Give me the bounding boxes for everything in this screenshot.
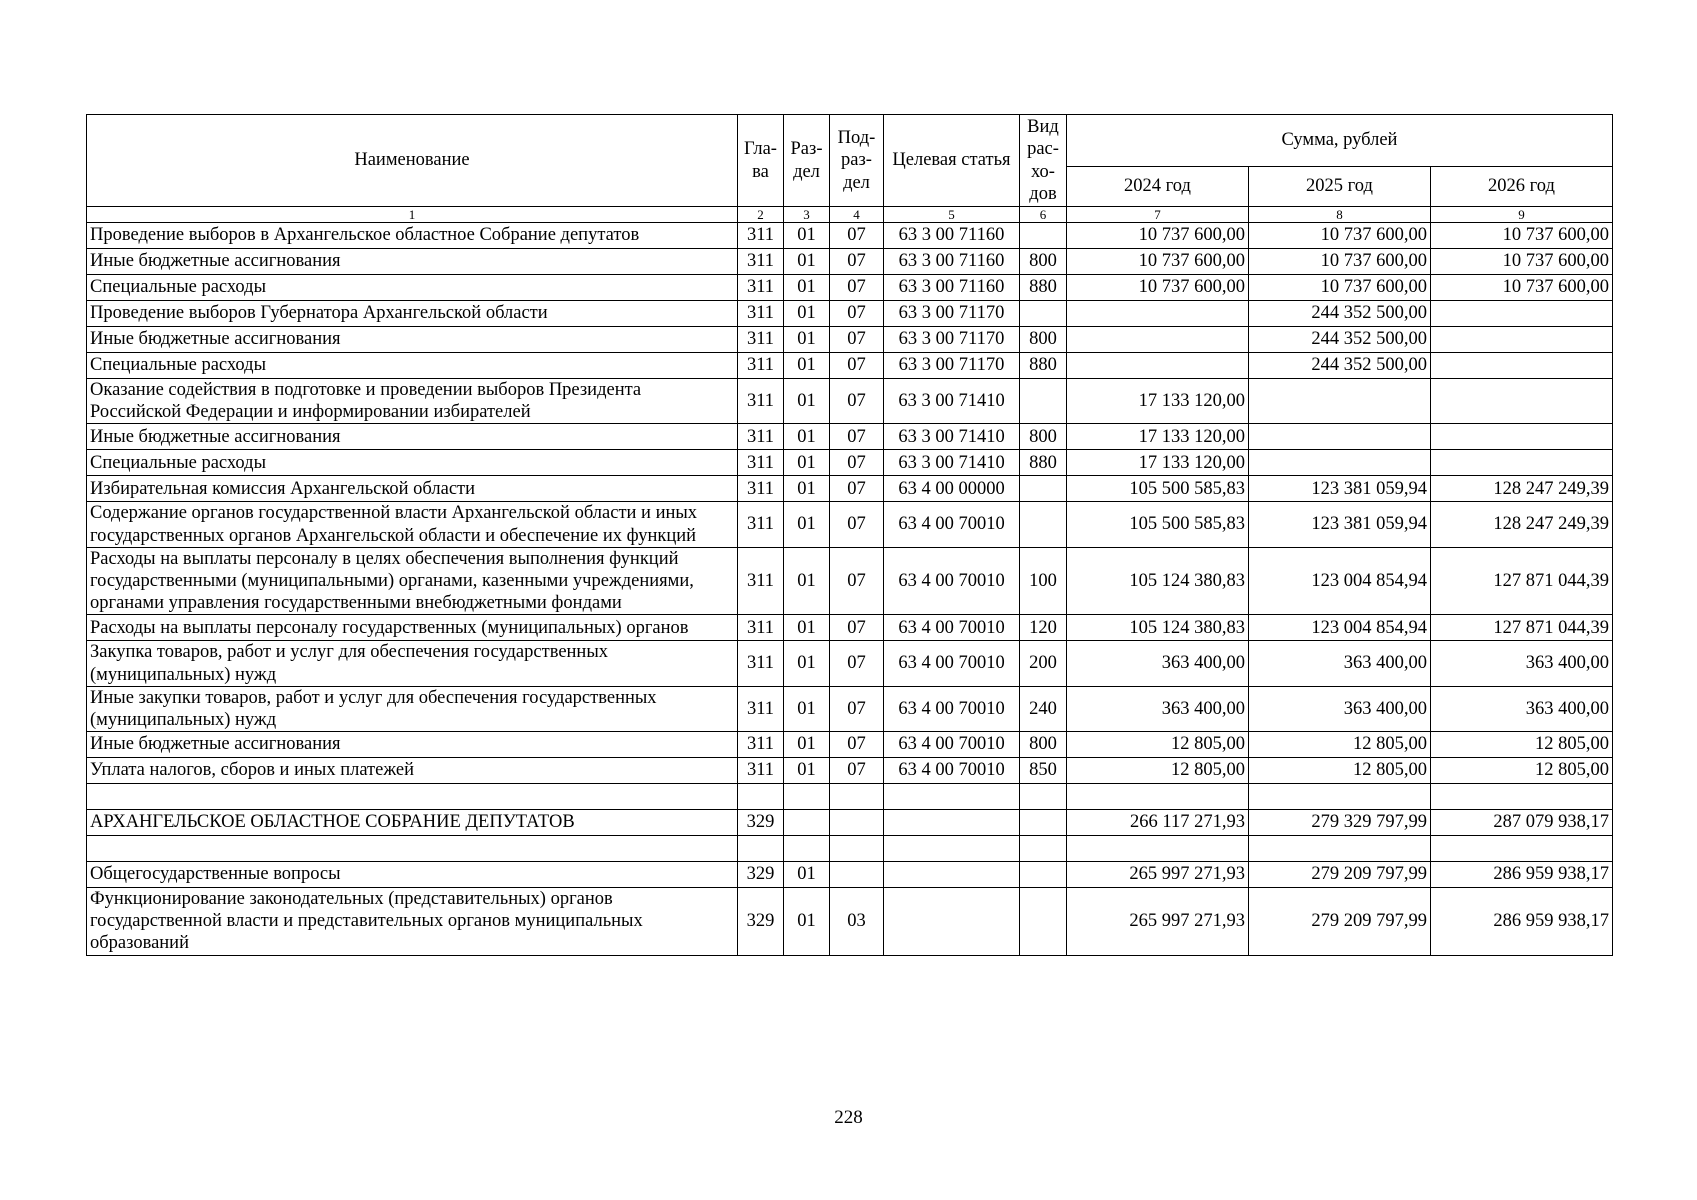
podrazdel-cell: 07 bbox=[830, 758, 884, 784]
header-vid: Вид рас-хо-дов bbox=[1020, 115, 1067, 207]
podrazdel-cell: 07 bbox=[830, 641, 884, 686]
sum-2026-cell bbox=[1431, 424, 1613, 450]
glava-cell: 311 bbox=[738, 641, 784, 686]
table-row bbox=[87, 641, 1613, 686]
target-cell: 63 4 00 70010 bbox=[884, 732, 1020, 758]
header-glava: Гла-ва bbox=[738, 115, 784, 207]
table-row bbox=[87, 784, 1613, 810]
razdel-cell: 01 bbox=[784, 502, 830, 547]
target-cell: 63 3 00 71170 bbox=[884, 353, 1020, 379]
razdel-cell: 01 bbox=[784, 301, 830, 327]
glava-cell: 311 bbox=[738, 301, 784, 327]
sum-2024-cell: 363 400,00 bbox=[1067, 641, 1249, 686]
table-row bbox=[87, 686, 1613, 731]
sum-2024-cell: 12 805,00 bbox=[1067, 758, 1249, 784]
name-cell: Специальные расходы bbox=[87, 275, 738, 301]
sum-2026-cell: 363 400,00 bbox=[1431, 641, 1613, 686]
table-row bbox=[87, 888, 1613, 956]
header-year-2026: 2026 год bbox=[1431, 167, 1613, 207]
header-podrazdel: Под-раз-дел bbox=[830, 115, 884, 207]
name-cell: Иные бюджетные ассигнования bbox=[87, 327, 738, 353]
glava-cell: 311 bbox=[738, 223, 784, 249]
name-cell: Иные бюджетные ассигнования bbox=[87, 424, 738, 450]
vid-cell: 880 bbox=[1020, 275, 1067, 301]
name-cell bbox=[87, 784, 738, 810]
sum-2025-cell bbox=[1249, 836, 1431, 862]
vid-cell bbox=[1020, 502, 1067, 547]
sum-2025-cell: 244 352 500,00 bbox=[1249, 327, 1431, 353]
razdel-cell: 01 bbox=[784, 732, 830, 758]
razdel-cell: 01 bbox=[784, 641, 830, 686]
target-cell: 63 4 00 70010 bbox=[884, 641, 1020, 686]
name-cell: Избирательная комиссия Архангельской области bbox=[87, 476, 738, 502]
razdel-cell: 01 bbox=[784, 615, 830, 641]
header-razdel: Раз-дел bbox=[784, 115, 830, 207]
column-number-cell: 5 bbox=[884, 207, 1020, 223]
sum-2026-cell bbox=[1431, 301, 1613, 327]
page-number: 228 bbox=[834, 1107, 863, 1128]
podrazdel-cell: 07 bbox=[830, 547, 884, 615]
table-row bbox=[87, 502, 1613, 547]
razdel-cell: 01 bbox=[784, 888, 830, 956]
razdel-cell: 01 bbox=[784, 327, 830, 353]
target-cell bbox=[884, 810, 1020, 836]
name-cell: АРХАНГЕЛЬСКОЕ ОБЛАСТНОЕ СОБРАНИЕ ДЕПУТАТОВ bbox=[87, 810, 738, 836]
table-row bbox=[87, 223, 1613, 249]
podrazdel-cell: 07 bbox=[830, 424, 884, 450]
razdel-cell: 01 bbox=[784, 249, 830, 275]
target-cell: 63 4 00 70010 bbox=[884, 615, 1020, 641]
podrazdel-cell: 07 bbox=[830, 686, 884, 731]
razdel-cell: 01 bbox=[784, 223, 830, 249]
glava-cell: 311 bbox=[738, 615, 784, 641]
vid-cell: 850 bbox=[1020, 758, 1067, 784]
table-row bbox=[87, 379, 1613, 424]
sum-2026-cell: 127 871 044,39 bbox=[1431, 547, 1613, 615]
sum-2025-cell: 12 805,00 bbox=[1249, 732, 1431, 758]
column-number-cell: 7 bbox=[1067, 207, 1249, 223]
sum-2024-cell: 10 737 600,00 bbox=[1067, 223, 1249, 249]
column-number-cell: 4 bbox=[830, 207, 884, 223]
sum-2026-cell: 286 959 938,17 bbox=[1431, 888, 1613, 956]
table-row bbox=[87, 424, 1613, 450]
sum-2025-cell: 244 352 500,00 bbox=[1249, 353, 1431, 379]
vid-cell: 800 bbox=[1020, 732, 1067, 758]
target-cell bbox=[884, 836, 1020, 862]
podrazdel-cell: 07 bbox=[830, 450, 884, 476]
podrazdel-cell: 07 bbox=[830, 732, 884, 758]
sum-2025-cell: 12 805,00 bbox=[1249, 758, 1431, 784]
sum-2025-cell: 10 737 600,00 bbox=[1249, 249, 1431, 275]
glava-cell: 329 bbox=[738, 862, 784, 888]
vid-cell bbox=[1020, 888, 1067, 956]
vid-cell: 880 bbox=[1020, 450, 1067, 476]
table-row bbox=[87, 249, 1613, 275]
vid-cell bbox=[1020, 223, 1067, 249]
name-cell: Содержание органов государственной власти Архангельской области и иных государственных органов Архангельской области и обеспечение их функций bbox=[87, 502, 738, 547]
table-body bbox=[87, 223, 1613, 956]
sum-2025-cell bbox=[1249, 424, 1431, 450]
sum-2024-cell bbox=[1067, 784, 1249, 810]
sum-2026-cell bbox=[1431, 327, 1613, 353]
target-cell bbox=[884, 784, 1020, 810]
glava-cell: 311 bbox=[738, 353, 784, 379]
name-cell: Иные бюджетные ассигнования bbox=[87, 732, 738, 758]
vid-cell: 880 bbox=[1020, 353, 1067, 379]
podrazdel-cell: 07 bbox=[830, 502, 884, 547]
sum-2025-cell: 363 400,00 bbox=[1249, 641, 1431, 686]
sum-2025-cell bbox=[1249, 450, 1431, 476]
razdel-cell bbox=[784, 836, 830, 862]
name-cell: Расходы на выплаты персоналу государственных (муниципальных) органов bbox=[87, 615, 738, 641]
target-cell: 63 4 00 70010 bbox=[884, 502, 1020, 547]
sum-2025-cell: 279 329 797,99 bbox=[1249, 810, 1431, 836]
sum-2026-cell: 128 247 249,39 bbox=[1431, 502, 1613, 547]
razdel-cell: 01 bbox=[784, 450, 830, 476]
sum-2024-cell: 363 400,00 bbox=[1067, 686, 1249, 731]
sum-2025-cell: 279 209 797,99 bbox=[1249, 888, 1431, 956]
table-row bbox=[87, 862, 1613, 888]
header-year-2024: 2024 год bbox=[1067, 167, 1249, 207]
podrazdel-cell: 07 bbox=[830, 275, 884, 301]
sum-2025-cell: 279 209 797,99 bbox=[1249, 862, 1431, 888]
sum-2024-cell: 265 997 271,93 bbox=[1067, 862, 1249, 888]
razdel-cell: 01 bbox=[784, 547, 830, 615]
table-row bbox=[87, 615, 1613, 641]
name-cell: Закупка товаров, работ и услуг для обеспечения государственных (муниципальных) нужд bbox=[87, 641, 738, 686]
target-cell: 63 3 00 71410 bbox=[884, 450, 1020, 476]
sum-2026-cell bbox=[1431, 353, 1613, 379]
sum-2025-cell: 123 004 854,94 bbox=[1249, 615, 1431, 641]
razdel-cell bbox=[784, 810, 830, 836]
sum-2026-cell: 128 247 249,39 bbox=[1431, 476, 1613, 502]
glava-cell: 329 bbox=[738, 810, 784, 836]
target-cell: 63 4 00 70010 bbox=[884, 686, 1020, 731]
podrazdel-cell: 07 bbox=[830, 615, 884, 641]
sum-2024-cell: 105 124 380,83 bbox=[1067, 615, 1249, 641]
sum-2024-cell bbox=[1067, 353, 1249, 379]
column-numbers bbox=[87, 207, 1613, 223]
razdel-cell: 01 bbox=[784, 758, 830, 784]
sum-2025-cell: 123 381 059,94 bbox=[1249, 476, 1431, 502]
vid-cell bbox=[1020, 301, 1067, 327]
sum-2024-cell bbox=[1067, 327, 1249, 353]
name-cell: Проведение выборов Губернатора Архангельской области bbox=[87, 301, 738, 327]
target-cell: 63 4 00 70010 bbox=[884, 758, 1020, 784]
target-cell: 63 4 00 70010 bbox=[884, 547, 1020, 615]
table-row bbox=[87, 758, 1613, 784]
razdel-cell: 01 bbox=[784, 686, 830, 731]
target-cell: 63 3 00 71410 bbox=[884, 379, 1020, 424]
glava-cell: 311 bbox=[738, 732, 784, 758]
vid-cell bbox=[1020, 784, 1067, 810]
sum-2026-cell: 10 737 600,00 bbox=[1431, 275, 1613, 301]
sum-2024-cell: 17 133 120,00 bbox=[1067, 424, 1249, 450]
glava-cell: 311 bbox=[738, 379, 784, 424]
sum-2024-cell: 265 997 271,93 bbox=[1067, 888, 1249, 956]
podrazdel-cell: 07 bbox=[830, 353, 884, 379]
podrazdel-cell: 07 bbox=[830, 327, 884, 353]
vid-cell bbox=[1020, 810, 1067, 836]
vid-cell bbox=[1020, 862, 1067, 888]
name-cell: Уплата налогов, сборов и иных платежей bbox=[87, 758, 738, 784]
vid-cell: 120 bbox=[1020, 615, 1067, 641]
vid-cell: 240 bbox=[1020, 686, 1067, 731]
vid-cell: 200 bbox=[1020, 641, 1067, 686]
sum-2025-cell bbox=[1249, 784, 1431, 810]
vid-cell bbox=[1020, 476, 1067, 502]
header-name: Наименование bbox=[87, 115, 738, 207]
glava-cell: 311 bbox=[738, 547, 784, 615]
sum-2024-cell bbox=[1067, 301, 1249, 327]
target-cell: 63 3 00 71170 bbox=[884, 301, 1020, 327]
podrazdel-cell: 07 bbox=[830, 301, 884, 327]
name-cell: Специальные расходы bbox=[87, 353, 738, 379]
sum-2024-cell bbox=[1067, 836, 1249, 862]
sum-2026-cell: 10 737 600,00 bbox=[1431, 223, 1613, 249]
sum-2026-cell bbox=[1431, 784, 1613, 810]
table-row bbox=[87, 476, 1613, 502]
sum-2026-cell: 127 871 044,39 bbox=[1431, 615, 1613, 641]
sum-2024-cell: 105 500 585,83 bbox=[1067, 476, 1249, 502]
target-cell: 63 3 00 71170 bbox=[884, 327, 1020, 353]
razdel-cell: 01 bbox=[784, 424, 830, 450]
glava-cell: 311 bbox=[738, 758, 784, 784]
sum-2025-cell: 10 737 600,00 bbox=[1249, 223, 1431, 249]
table-row bbox=[87, 275, 1613, 301]
header-target: Целевая статья bbox=[884, 115, 1020, 207]
target-cell: 63 4 00 00000 bbox=[884, 476, 1020, 502]
sum-2024-cell: 105 124 380,83 bbox=[1067, 547, 1249, 615]
column-number-cell: 8 bbox=[1249, 207, 1431, 223]
name-cell: Расходы на выплаты персоналу в целях обеспечения выполнения функций государственными (муниципальными) органами, казенными учреждениями, органами управления государственными внебюджетными фондами bbox=[87, 547, 738, 615]
razdel-cell: 01 bbox=[784, 862, 830, 888]
sum-2026-cell: 363 400,00 bbox=[1431, 686, 1613, 731]
sum-2025-cell: 10 737 600,00 bbox=[1249, 275, 1431, 301]
sum-2024-cell: 10 737 600,00 bbox=[1067, 275, 1249, 301]
sum-2026-cell: 12 805,00 bbox=[1431, 758, 1613, 784]
podrazdel-cell bbox=[830, 784, 884, 810]
podrazdel-cell: 03 bbox=[830, 888, 884, 956]
glava-cell: 311 bbox=[738, 476, 784, 502]
razdel-cell: 01 bbox=[784, 476, 830, 502]
column-number-row bbox=[87, 207, 1613, 223]
sum-2024-cell: 105 500 585,83 bbox=[1067, 502, 1249, 547]
sum-2026-cell: 287 079 938,17 bbox=[1431, 810, 1613, 836]
vid-cell bbox=[1020, 836, 1067, 862]
name-cell: Специальные расходы bbox=[87, 450, 738, 476]
table-row bbox=[87, 450, 1613, 476]
header-year-2025: 2025 год bbox=[1249, 167, 1431, 207]
vid-cell: 100 bbox=[1020, 547, 1067, 615]
sum-2026-cell bbox=[1431, 379, 1613, 424]
table-row bbox=[87, 732, 1613, 758]
name-cell: Иные бюджетные ассигнования bbox=[87, 249, 738, 275]
glava-cell bbox=[738, 784, 784, 810]
name-cell: Общегосударственные вопросы bbox=[87, 862, 738, 888]
target-cell bbox=[884, 862, 1020, 888]
sum-2026-cell bbox=[1431, 450, 1613, 476]
glava-cell: 311 bbox=[738, 450, 784, 476]
target-cell bbox=[884, 888, 1020, 956]
vid-cell: 800 bbox=[1020, 327, 1067, 353]
glava-cell: 329 bbox=[738, 888, 784, 956]
sum-2026-cell bbox=[1431, 836, 1613, 862]
podrazdel-cell: 07 bbox=[830, 223, 884, 249]
table-row bbox=[87, 810, 1613, 836]
header-sum: Сумма, рублей bbox=[1067, 115, 1613, 167]
table-row bbox=[87, 836, 1613, 862]
podrazdel-cell: 07 bbox=[830, 249, 884, 275]
table-row bbox=[87, 301, 1613, 327]
sum-2026-cell: 10 737 600,00 bbox=[1431, 249, 1613, 275]
sum-2025-cell bbox=[1249, 379, 1431, 424]
glava-cell: 311 bbox=[738, 275, 784, 301]
column-number-cell: 9 bbox=[1431, 207, 1613, 223]
column-number-cell: 3 bbox=[784, 207, 830, 223]
target-cell: 63 3 00 71160 bbox=[884, 223, 1020, 249]
column-number-cell: 2 bbox=[738, 207, 784, 223]
name-cell bbox=[87, 836, 738, 862]
sum-2024-cell: 10 737 600,00 bbox=[1067, 249, 1249, 275]
razdel-cell: 01 bbox=[784, 275, 830, 301]
name-cell: Проведение выборов в Архангельское областное Собрание депутатов bbox=[87, 223, 738, 249]
podrazdel-cell bbox=[830, 836, 884, 862]
glava-cell: 311 bbox=[738, 424, 784, 450]
name-cell: Иные закупки товаров, работ и услуг для обеспечения государственных (муниципальных) нужд bbox=[87, 686, 738, 731]
razdel-cell bbox=[784, 784, 830, 810]
table-row bbox=[87, 547, 1613, 615]
name-cell: Оказание содействия в подготовке и проведении выборов Президента Российской Федерации и информировании избирателей bbox=[87, 379, 738, 424]
sum-2026-cell: 12 805,00 bbox=[1431, 732, 1613, 758]
podrazdel-cell: 07 bbox=[830, 379, 884, 424]
sum-2024-cell: 12 805,00 bbox=[1067, 732, 1249, 758]
column-number-cell: 1 bbox=[87, 207, 738, 223]
vid-cell: 800 bbox=[1020, 424, 1067, 450]
sum-2025-cell: 123 381 059,94 bbox=[1249, 502, 1431, 547]
table-header bbox=[87, 115, 1613, 207]
target-cell: 63 3 00 71410 bbox=[884, 424, 1020, 450]
name-cell: Функционирование законодательных (представительных) органов государственной власти и представительных органов муниципальных образований bbox=[87, 888, 738, 956]
sum-2024-cell: 17 133 120,00 bbox=[1067, 379, 1249, 424]
glava-cell: 311 bbox=[738, 327, 784, 353]
vid-cell: 800 bbox=[1020, 249, 1067, 275]
target-cell: 63 3 00 71160 bbox=[884, 275, 1020, 301]
vid-cell bbox=[1020, 379, 1067, 424]
podrazdel-cell: 07 bbox=[830, 476, 884, 502]
sum-2025-cell: 244 352 500,00 bbox=[1249, 301, 1431, 327]
razdel-cell: 01 bbox=[784, 379, 830, 424]
target-cell: 63 3 00 71160 bbox=[884, 249, 1020, 275]
table-row bbox=[87, 353, 1613, 379]
razdel-cell: 01 bbox=[784, 353, 830, 379]
sum-2025-cell: 363 400,00 bbox=[1249, 686, 1431, 731]
sum-2024-cell: 266 117 271,93 bbox=[1067, 810, 1249, 836]
sum-2025-cell: 123 004 854,94 bbox=[1249, 547, 1431, 615]
budget-table bbox=[86, 114, 1613, 956]
sum-2024-cell: 17 133 120,00 bbox=[1067, 450, 1249, 476]
podrazdel-cell bbox=[830, 862, 884, 888]
glava-cell: 311 bbox=[738, 502, 784, 547]
glava-cell: 311 bbox=[738, 686, 784, 731]
column-number-cell: 6 bbox=[1020, 207, 1067, 223]
table-row bbox=[87, 327, 1613, 353]
sum-2026-cell: 286 959 938,17 bbox=[1431, 862, 1613, 888]
podrazdel-cell bbox=[830, 810, 884, 836]
glava-cell bbox=[738, 836, 784, 862]
glava-cell: 311 bbox=[738, 249, 784, 275]
